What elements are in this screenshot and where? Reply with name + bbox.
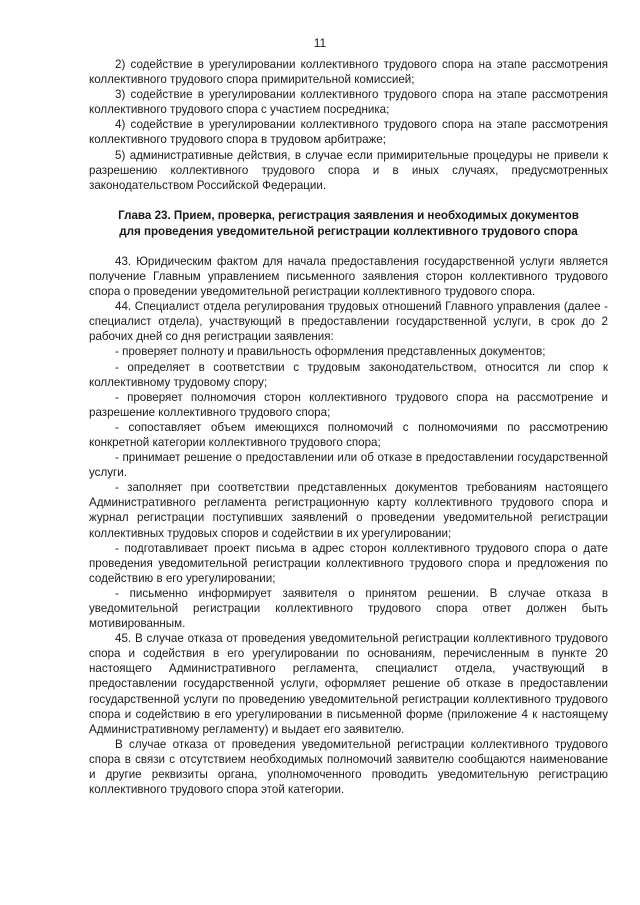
list-item: - принимает решение о предоставлении или об отказе в предоставлении государственной услуги. [89,451,608,480]
chapter-title-line-2: для проведения уведомительной регистрации коллективного трудового спора [119,224,578,238]
page-number: 11 [313,36,327,50]
list-item: - проверяет полномочия сторон коллективного трудового спора на рассмотрение и разрешение коллективного трудового спора; [89,390,608,419]
list-item: 2) содействие в урегулировании коллективного трудового спора на этапе рассмотрения коллективного трудового спора примирительной комиссией; [89,58,608,87]
list-item: 4) содействие в урегулировании коллективного трудового спора на этапе рассмотрения коллективного трудового спора в трудовом арбитраже; [89,118,608,147]
list-item: - определяет в соответствии с трудовым законодательством, относится ли спор к коллективному трудовому спору; [89,360,608,389]
list-item: - заполняет при соответствии представленных документов требованиям настоящего Административного регламента регистрационную карту коллективного трудового спора и журнал регистрации поступивших заявлений о проведении уведомительной регистрации коллективных трудовых споров и содействии в их урегулировании; [89,481,608,540]
list-item: 5) административные действия, в случае если примирительные процедуры не привели к разрешению коллективного трудового спора и в иных случаях, предусмотренных законодательством Российской Федерации. [89,148,608,192]
page-body [89,57,608,797]
paragraph-45: 45. В случае отказа от проведения уведомительной регистрации коллективного трудового спора и содействия в его урегулировании по основаниям, перечисленным в пункте 20 настоящего Административного регламента, специалист отдела, участвующий в предоставлении государственной услуги, оформляет решение об отказе в предоставлении государственной услуги по проведению уведомительной регистрации коллективного трудового спора и содействию в его урегулировании в письменной форме (приложение 4 к настоящему Административному регламенту) и выдает его заявителю. [89,632,608,736]
list-item: 3) содействие в урегулировании коллективного трудового спора на этапе рассмотрения коллективного трудового спора с участием посредника; [89,88,608,117]
list-item: - подготавливает проект письма в адрес сторон коллективного трудового спора о дате проведения уведомительной регистрации коллективного трудового спора и предложения по содействию в его урегулировании; [89,541,608,585]
chapter-title-line-1: Глава 23. Прием, проверка, регистрация заявления и необходимых документов [118,208,579,222]
list-item: - письменно информирует заявителя о принятом решении. В случае отказа в уведомительной регистрации коллективного трудового спора ответ должен быть мотивированным. [89,586,608,631]
paragraph-44: 44. Специалист отдела регулирования трудовых отношений Главного управления (далее - специалист отдела), участвующий в предоставлении государственной услуги, в срок до 2 рабочих дней со дня регистрации заявления: [89,300,608,344]
list-item: - сопоставляет объем имеющихся полномочий с полномочиями по рассмотрению конкретной категории коллективного трудового спора; [89,420,608,449]
list-item: - проверяет полноту и правильность оформления представленных документов; [115,345,546,359]
paragraph-43: 43. Юридическим фактом для начала предоставления государственной услуги является получение Главным управлением письменного заявления сторон коллективного трудового спора о проведении уведомительной регистрации коллективного трудового спора. [89,254,608,299]
chapter-heading [89,208,608,240]
paragraph-45-continued: В случае отказа от проведения уведомительной регистрации коллективного трудового спора в связи с отсутствием необходимых полномочий заявителю сообщаются наименование и другие реквизиты органа, уполномоченного проводить уведомительную регистрацию коллективного трудового спора этой категории. [89,737,608,797]
